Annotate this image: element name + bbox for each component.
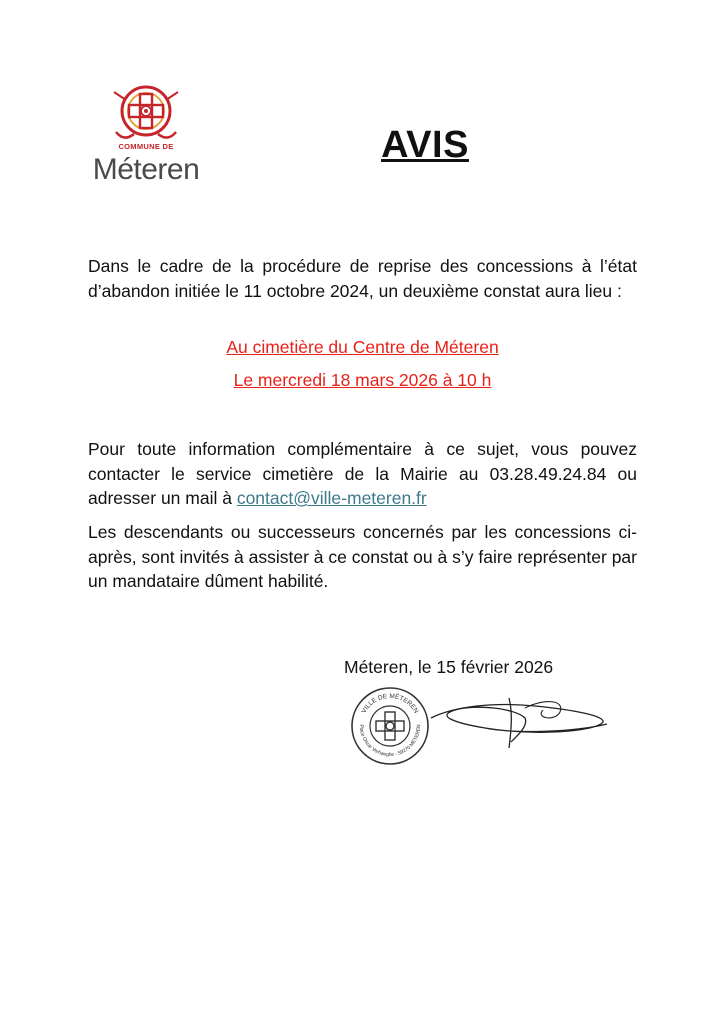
location-line: Au cimetière du Centre de Méteren: [226, 337, 499, 357]
signature: [425, 688, 615, 758]
stamp-bottom-text: Place Oscar Verhaeghe - 59270 METEREN: [357, 724, 423, 759]
official-stamp: [350, 686, 430, 766]
stamp-top-text: VILLE DE MÉTEREN: [360, 692, 420, 715]
date-line: Le mercredi 18 mars 2026 à 10 h: [233, 370, 492, 390]
dateline: Méteren, le 15 février 2026: [344, 657, 554, 677]
info-text: Pour toute information complémentaire à ce sujet, vous pouvez contacter le service cimetière de la Mairie au 03.28.49.24.84 ou adresser un mail à: [88, 439, 637, 508]
svg-text:Place Oscar Verhaeghe - 59270: [358, 724, 422, 758]
logo-emblem-icon: [108, 84, 184, 142]
intro-paragraph: Dans le cadre de la procédure de reprise des concessions à l’état d’abandon initiée le 11 octobre 2024, un deuxième constat aura lieu :: [88, 256, 637, 301]
stamp-cross-icon: [376, 712, 404, 740]
page-title: AVIS: [381, 124, 469, 166]
email-link[interactable]: contact@ville-meteren.fr: [236, 488, 427, 508]
logo-name: Méteren: [92, 153, 200, 186]
invitation-paragraph: Les descendants ou successeurs concernés par les concessions ci-après, sont invités à assister à ce constat ou à s’y faire représenter par un mandataire dûment habilité.: [88, 522, 637, 591]
commune-logo: [90, 84, 202, 192]
info-paragraph: [88, 437, 637, 511]
logo-small-text: COMMUNE DE: [118, 142, 174, 151]
